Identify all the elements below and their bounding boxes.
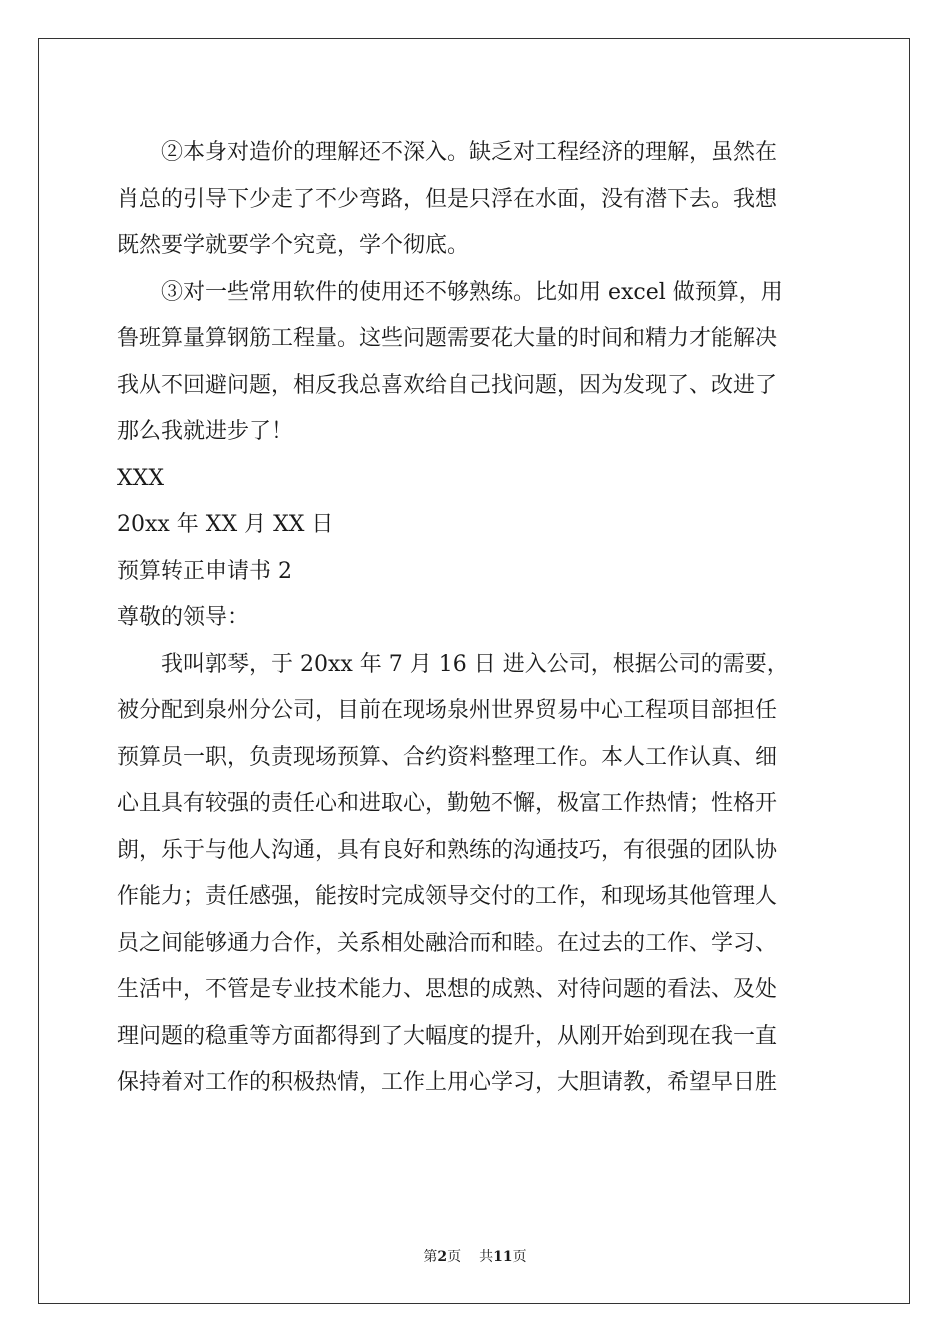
- text-line: 预算员一职，负责现场预算、合约资料整理工作。本人工作认真、细: [117, 744, 778, 770]
- text-line: ②本身对造价的理解还不深入。缺乏对工程经济的理解，虽然在: [161, 140, 778, 165]
- text-line: 鲁班算量算钢筋工程量。这些问题需要花大量的时间和精力才能解决: [117, 326, 778, 351]
- text-line: 肖总的引导下少走了不少弯路，但是只浮在水面，没有潜下去。我想: [117, 186, 778, 212]
- section-title: 预算转正申请书 2: [117, 558, 292, 584]
- document-body: [117, 130, 847, 1107]
- text-line: 既然要学就要学个究竟，学个彻底。: [117, 233, 470, 258]
- text-line: 我叫郭琴，于 20xx 年 7 月 16 日 进入公司，根据公司的需要，: [161, 651, 789, 677]
- text-line: ③对一些常用软件的使用还不够熟练。比如用 excel 做预算，用: [161, 279, 783, 305]
- page-suffix: 页: [447, 1249, 462, 1265]
- text-line: 我从不回避问题，相反我总喜欢给自己找问题，因为发现了、改进了: [117, 372, 778, 398]
- text-line: 被分配到泉州分公司，目前在现场泉州世界贸易中心工程项目部担任: [117, 698, 778, 723]
- text-line: 理问题的稳重等方面都得到了大幅度的提升，从刚开始到现在我一直: [117, 1023, 778, 1049]
- text-line: 那么我就进步了！: [117, 419, 294, 444]
- text-line: 保持着对工作的积极热情，工作上用心学习，大胆请教，希望早日胜: [117, 1070, 778, 1095]
- text-line: 朗，乐于与他人沟通，具有良好和熟练的沟通技巧，有很强的团队协: [117, 837, 778, 863]
- page-prefix: 第: [423, 1249, 438, 1265]
- total-suffix: 页: [512, 1249, 527, 1265]
- total-prefix: 共: [479, 1249, 494, 1265]
- text-line: 作能力；责任感强，能按时完成领导交付的工作，和现场其他管理人: [117, 884, 778, 909]
- page-footer: [0, 1247, 950, 1267]
- text-line: 员之间能够通力合作，关系相处融洽而和睦。在过去的工作、学习、: [117, 930, 778, 956]
- signature-name: XXX: [117, 465, 164, 491]
- page-number: 2: [437, 1249, 448, 1265]
- salutation: 尊敬的领导：: [117, 605, 250, 630]
- text-line: 生活中，不管是专业技术能力、思想的成熟、对待问题的看法、及处: [117, 977, 778, 1002]
- total-pages: 11: [493, 1249, 513, 1265]
- text-line: 心且具有较强的责任心和进取心，勤勉不懈，极富工作热情；性格开: [117, 791, 778, 816]
- signature-date: 20xx 年 XX 月 XX 日: [117, 512, 334, 537]
